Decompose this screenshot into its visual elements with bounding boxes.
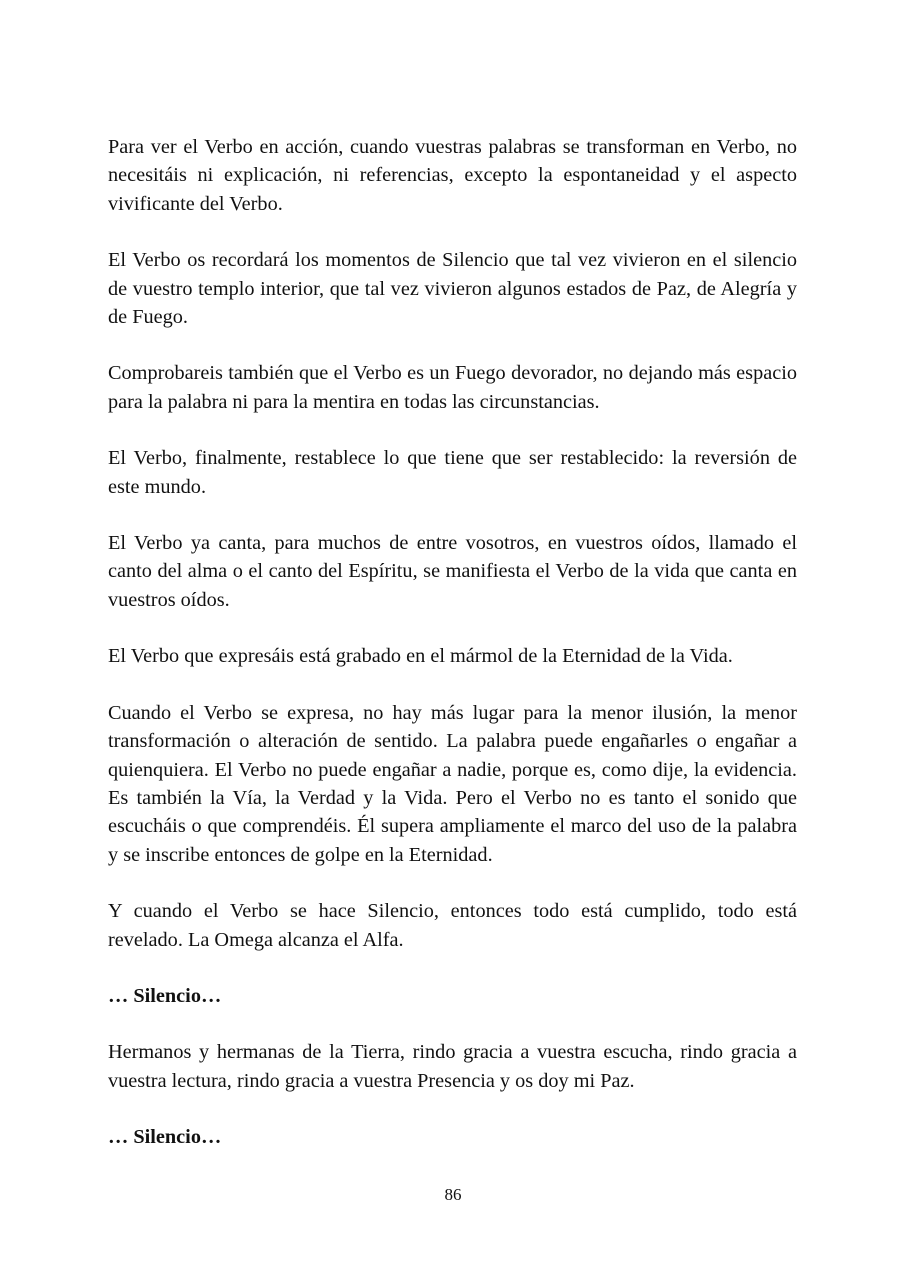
paragraph-5: El Verbo ya canta, para muchos de entre vosotros, en vuestros oídos, llamado el canto del alma o el canto del Espíritu, se manifiesta el Verbo de la vida que canta en vuestros oídos. (108, 532, 797, 611)
silence-heading-1: … Silencio… (108, 984, 222, 1007)
page-number: 86 (444, 1185, 462, 1204)
paragraph-3: Comprobareis también que el Verbo es un Fuego devorador, no dejando más espacio para la palabra ni para la mentira en todas las circunstancias. (108, 362, 797, 413)
silence-heading-2: … Silencio… (108, 1126, 222, 1149)
paragraph-8: Y cuando el Verbo se hace Silencio, entonces todo está cumplido, todo está revelado. La Omega alcanza el Alfa. (108, 900, 797, 951)
body-text (108, 133, 797, 1180)
paragraph-4: El Verbo, finalmente, restablece lo que tiene que ser restablecido: la reversión de este mundo. (108, 447, 797, 498)
paragraph-1: Para ver el Verbo en acción, cuando vuestras palabras se transforman en Verbo, no necesitáis ni explicación, ni referencias, excepto la espontaneidad y el aspecto vivificante del Verbo. (108, 136, 797, 215)
paragraph-10: Hermanos y hermanas de la Tierra, rindo gracia a vuestra escucha, rindo gracia a vuestra lectura, rindo gracia a vuestra Presencia y os doy mi Paz. (108, 1041, 797, 1092)
paragraph-6: El Verbo que expresáis está grabado en el mármol de la Eternidad de la Vida. (108, 645, 733, 668)
paragraph-7: Cuando el Verbo se expresa, no hay más lugar para la menor ilusión, la menor transformación o alteración de sentido. La palabra puede engañarles o engañar a quienquiera. El Verbo no puede engañar a nadie, porque es, como dije, la evidencia. Es también la Vía, la Verdad y la Vida. Pero el Verbo no es tanto el sonido que escucháis o que comprendéis. Él supera ampliamente el marco del uso de la palabra y se inscribe entonces de golpe en la Eternidad. (108, 701, 797, 866)
paragraph-2: El Verbo os recordará los momentos de Silencio que tal vez vivieron en el silencio de vuestro templo interior, que tal vez vivieron algunos estados de Paz, de Alegría y de Fuego. (108, 249, 797, 329)
